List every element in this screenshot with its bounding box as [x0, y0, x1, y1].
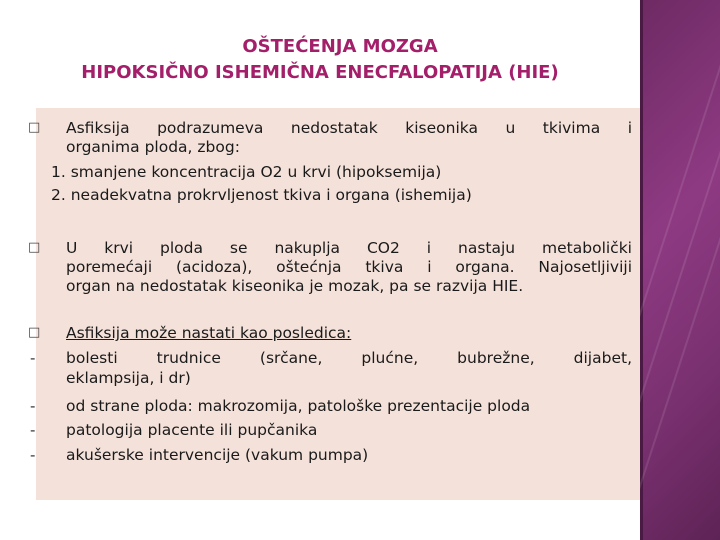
bullet-icon: □	[28, 120, 41, 135]
sidebar-edge	[640, 0, 643, 540]
dash-icon: -	[30, 349, 36, 367]
bullet-icon: □	[28, 240, 41, 255]
decorative-sidebar	[640, 0, 720, 540]
content-panel	[28, 108, 640, 500]
block1-line2: organima ploda, zbog:	[66, 138, 240, 156]
dash-icon: -	[30, 446, 36, 464]
slide-title: OŠTEĆENJA MOZGA	[242, 36, 438, 57]
block1-item2: 2. neadekvatna prokrvljenost tkiva i organa (ishemija)	[51, 186, 472, 204]
slide-subtitle: HIPOKSIČNO ISHEMIČNA ENECFALOPATIJA (HIE)	[81, 62, 559, 83]
block3-heading: Asfiksija može nastati kao posledica:	[66, 324, 352, 342]
dash-icon: -	[30, 397, 36, 415]
bullet-icon: □	[28, 325, 41, 340]
block2-line1: U krvi ploda se nakuplja CO2 i nastaju metabolički	[66, 239, 632, 257]
block1-line1: Asfiksija podrazumeva nedostatak kiseonika u tkivima i	[66, 119, 632, 137]
block2-line3: organ na nedostatak kiseonika je mozak, pa se razvija HIE.	[66, 277, 524, 295]
block3-item1-line1: bolesti trudnice (srčane, plućne, bubrežne, dijabet,	[66, 349, 632, 367]
block3-item2: od strane ploda: makrozomija, patološke prezentacije ploda	[66, 397, 531, 415]
block3-item4: akušerske intervencije (vakum pumpa)	[66, 446, 369, 464]
dash-icon: -	[30, 421, 36, 439]
block2-line2: poremećaji (acidoza), oštećnja tkiva i organa. Najosetljiviji	[66, 258, 632, 276]
block3-item3: patologija placente ili pupčanika	[66, 421, 318, 439]
block3-item1-line2: eklampsija, i dr)	[66, 369, 191, 387]
block1-item1: 1. smanjene koncentracija O2 u krvi (hipoksemija)	[51, 163, 442, 181]
